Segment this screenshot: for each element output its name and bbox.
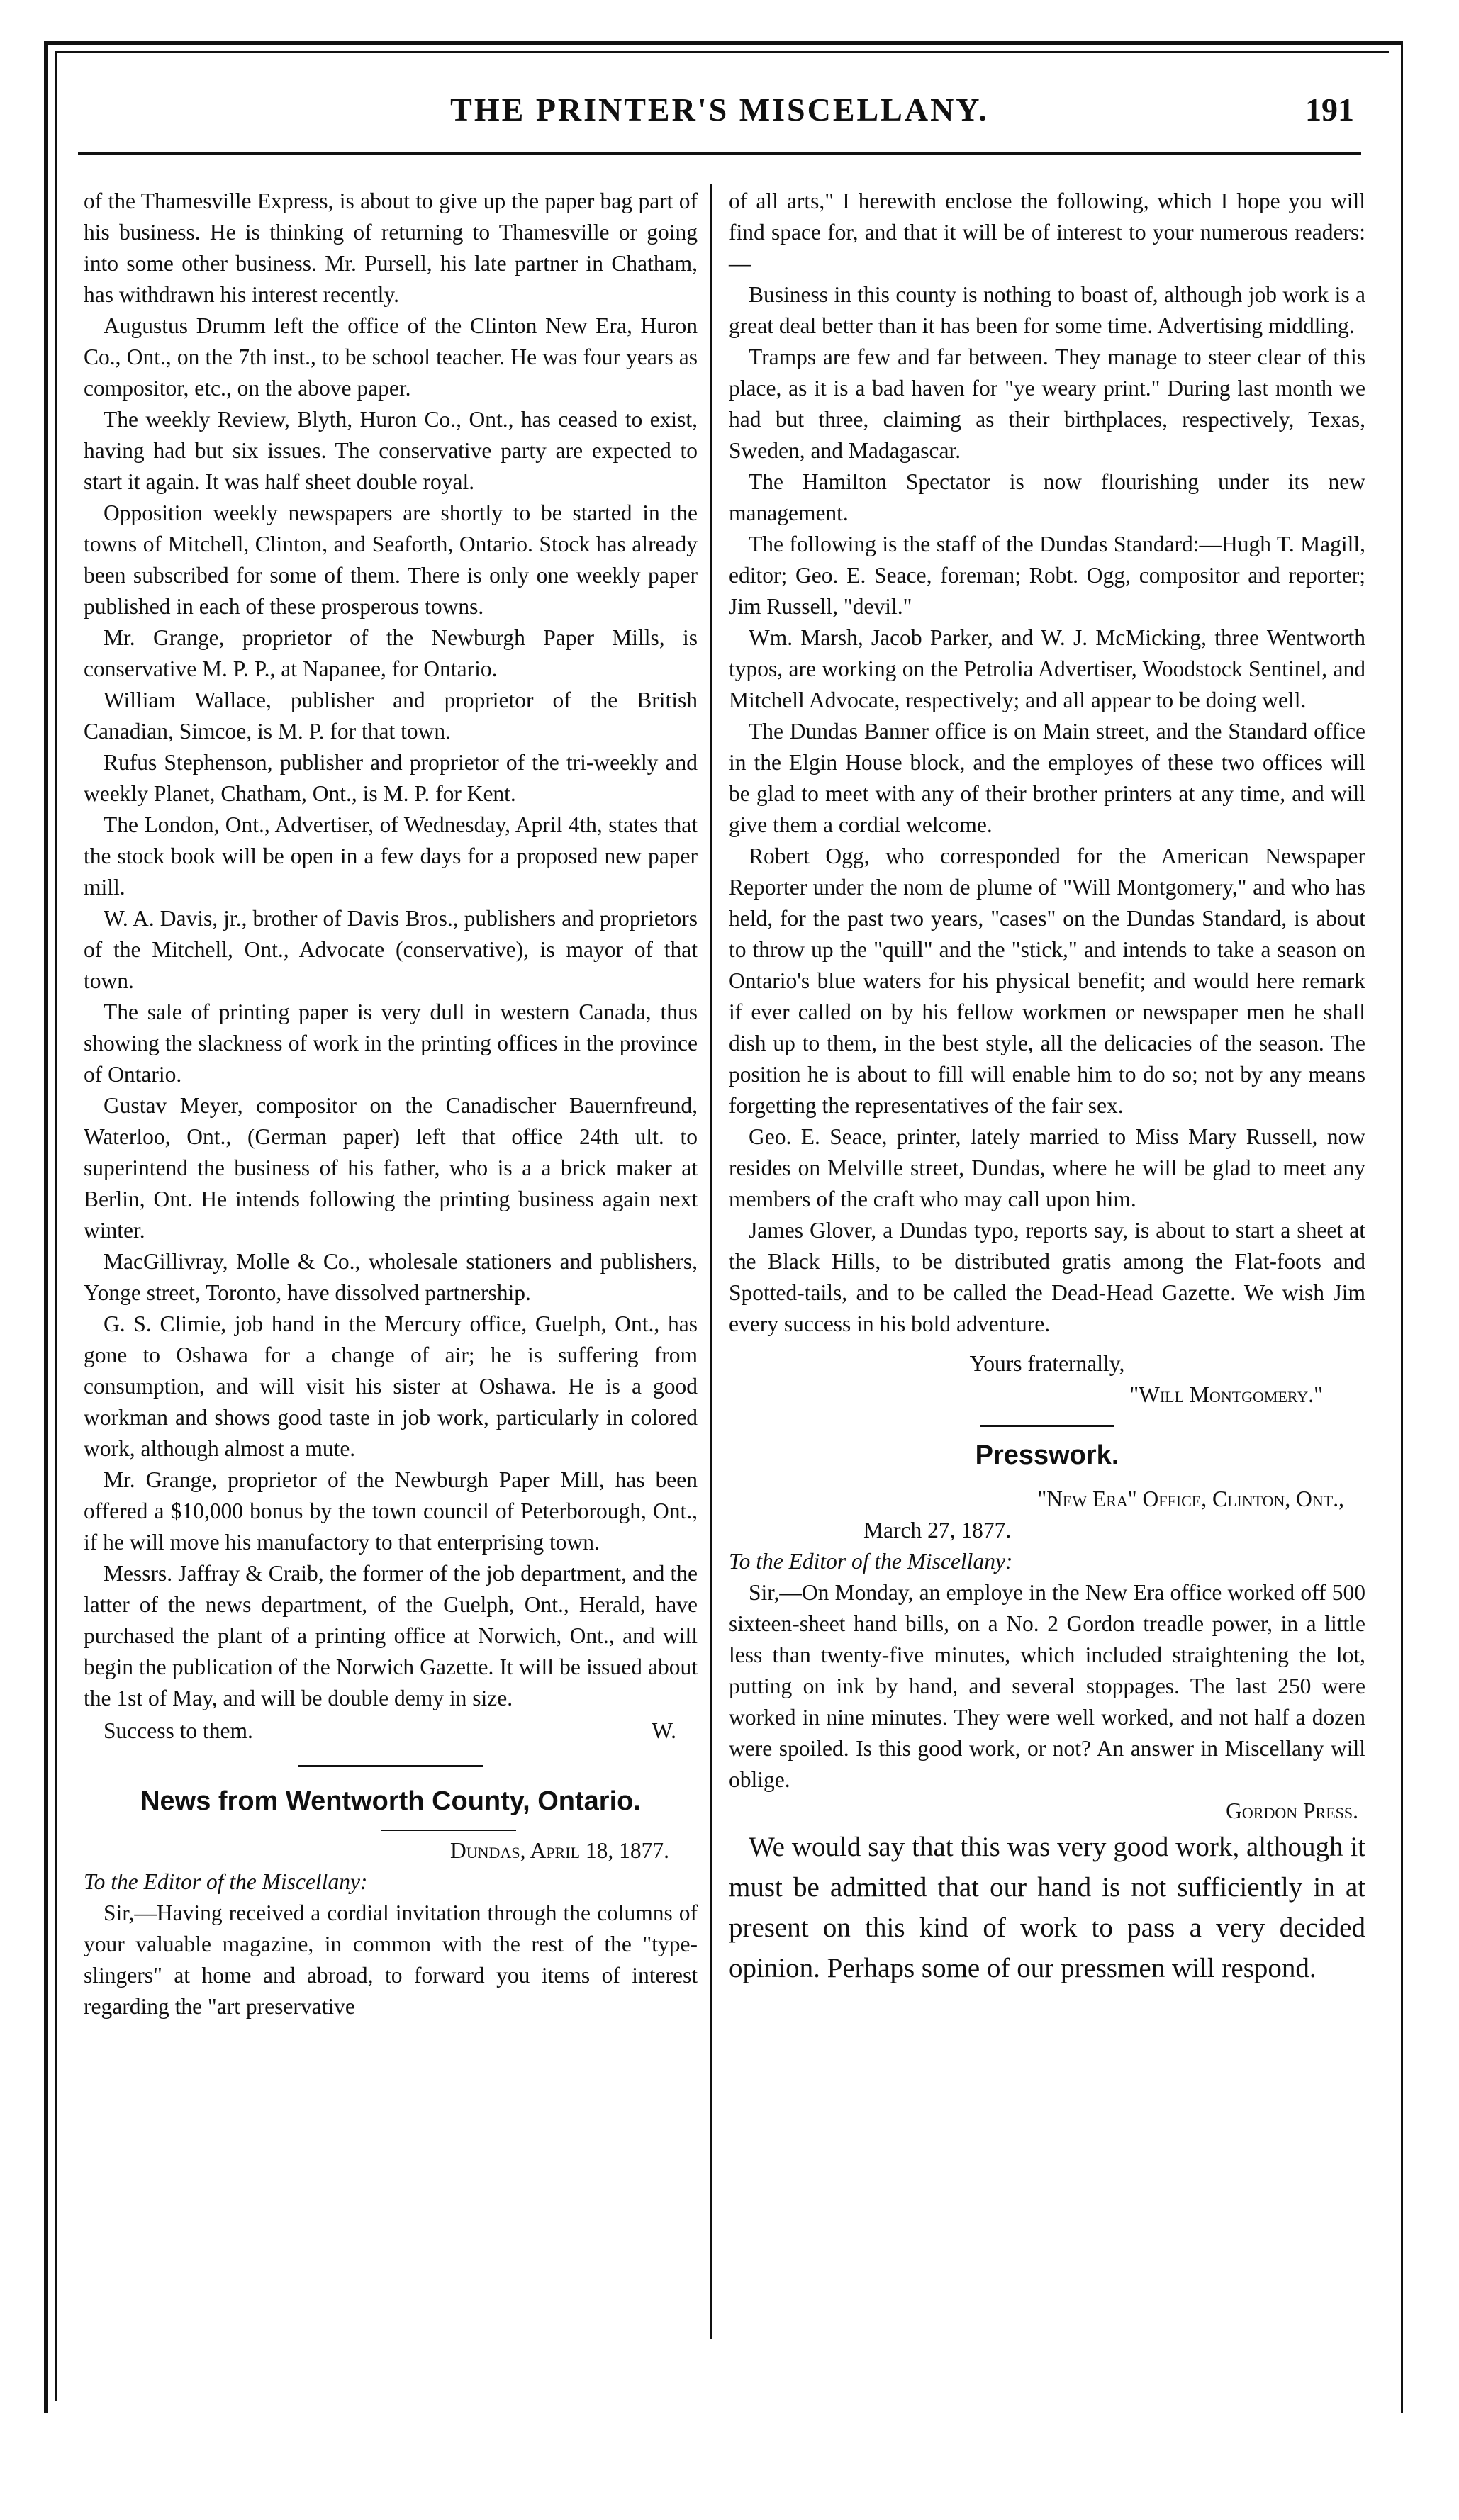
article-paragraph: William Wallace, publisher and proprietor of the British Canadian, Simcoe, is M. P. for that town. [84, 688, 698, 744]
letter-paragraph: Wm. Marsh, Jacob Parker, and W. J. McMicking, three Wentworth typos, are working on the Petrolia Advertiser, Woodstock Sentinel, and Mitchell Advocate, respectively; and all appear to be doing well. [729, 625, 1365, 712]
left-column [84, 186, 698, 2022]
news-dateline: Dundas, April 18, 1877. [450, 1838, 669, 1863]
letter-paragraph: The Hamilton Spectator is now flourishing under its new management. [729, 469, 1365, 525]
letter-paragraph: The Dundas Banner office is on Main street, and the Standard office in the Elgin House block, and the employes of these two offices will be glad to meet with any of their brother printers at any time, and will give them a cordial welcome. [729, 719, 1365, 837]
presswork-signature: Gordon Press. [1226, 1798, 1358, 1823]
page-header [78, 91, 1361, 140]
page-number: 191 [1305, 91, 1354, 128]
article-paragraph: Gustav Meyer, compositor on the Canadischer Bauernfreund, Waterloo, Ont., (German paper) left that office 24th ult. to superintend the business of his father, who is a a brick maker at Berlin, Ont. He intends following the printing business again next winter. [84, 1093, 698, 1243]
column-rule [710, 184, 712, 2339]
salutation-text: To the Editor of the Miscellany: [84, 1869, 368, 1894]
presswork-date: March 27, 1877. [863, 1518, 1012, 1542]
section-divider [298, 1765, 483, 1767]
article-end-line [84, 1715, 698, 1747]
article-paragraph: The London, Ont., Advertiser, of Wednesday, April 4th, states that the stock book will be open in a few days for a proposed new paper mill. [84, 812, 698, 900]
closing-line: Success to them. [104, 1718, 253, 1743]
article-paragraph: The weekly Review, Blyth, Huron Co., Ont., has ceased to exist, having had but six issues. The conservative party are expected to start it again. It was half sheet double royal. [84, 407, 698, 494]
article-paragraph: G. S. Climie, job hand in the Mercury office, Guelph, Ont., has gone to Oshawa for a change of air; he is suffering from consumption, and will visit his sister at Oshawa. He is a good workman and shows good taste in job work, particularly in colored work, although almost a mute. [84, 1311, 698, 1461]
right-column [729, 186, 1365, 1988]
article-paragraph: Rufus Stephenson, publisher and proprietor of the tri-weekly and weekly Planet, Chatham, Ont., is M. P. for Kent. [84, 750, 698, 806]
running-title: THE PRINTER'S MISCELLANY. [450, 91, 989, 128]
presswork-dateline: "New Era" Office, Clinton, Ont., [1037, 1486, 1344, 1511]
salutation-text: To the Editor of the Miscellany: [729, 1549, 1013, 1574]
letter-paragraph: James Glover, a Dundas typo, reports say, is about to start a sheet at the Black Hills, to be distributed gratis among the Flat-foots and Spotted-tails, and to be called the Dead-Head Gazette. We wish Jim every success in his bold adventure. [729, 1218, 1365, 1336]
editorial-note: We would say that this was very good work, although it must be admitted that our hand is not sufficiently in at present on this kind of work to pass a very decided opinion. Perhaps some of our pressmen will respond. [729, 1832, 1365, 1983]
author-initial: W. [652, 1718, 676, 1743]
letter-paragraph: of all arts," I herewith enclose the following, which I hope you will find space for, and that it will be of interest to your numerous readers:— [729, 189, 1365, 276]
header-rule [78, 152, 1361, 155]
dateline-rule [381, 1830, 516, 1831]
letter-paragraph: Tramps are few and far between. They manage to steer clear of this place, as it is a bad haven for "ye weary print." During last month we had but three, claiming as their birthplaces, respectively, Texas, Sweden, and Madagascar. [729, 345, 1365, 463]
article-paragraph: Opposition weekly newspapers are shortly to be started in the towns of Mitchell, Clinton, and Seaforth, Ontario. Stock has already been subscribed for some of them. There is only one weekly paper published in each of these prosperous towns. [84, 500, 698, 619]
news-heading: News from Wentworth County, Ontario. [140, 1786, 641, 1816]
article-paragraph: Mr. Grange, proprietor of the Newburgh Paper Mills, is conservative M. P. P., at Napanee, for Ontario. [84, 625, 698, 681]
letter-paragraph: Robert Ogg, who corresponded for the American Newspaper Reporter under the nom de plume of "Will Montgomery," and who has held, for the past two years, "cases" on the Dundas Standard, is about to throw up the "quill" and the "stick," and intends to take a season on Ontario's blue waters for his physical benefit; and would here remark if ever called on by his fellow workmen or newspaper men he shall dish up to them, in the best style, all the delicacies of the season. The position he is about to fill will enable him to do so; not by any means forgetting the representatives of the fair sex. [729, 844, 1365, 1118]
letter-signature: "Will Montgomery." [1129, 1382, 1323, 1407]
letter-paragraph: The following is the staff of the Dundas Standard:—Hugh T. Magill, editor; Geo. E. Seace, foreman; Robt. Ogg, compositor and reporter; Jim Russell, "devil." [729, 532, 1365, 619]
presswork-salutation [729, 1546, 1365, 1577]
presswork-letter: Sir,—On Monday, an employe in the New Era office worked off 500 sixteen-sheet hand bills, on a No. 2 Gordon treadle power, in a little less than twenty-five minutes, which included straightening the lot, putting on ink by hand, and several stoppages. The last 250 were worked in nine minutes. They were well worked, and not half a dozen were spoiled. Is this good work, or not? An answer in Miscellany will oblige. [729, 1580, 1365, 1792]
article-paragraph: MacGillivray, Molle & Co., wholesale stationers and publishers, Yonge street, Toronto, have dissolved partnership. [84, 1249, 698, 1305]
article-paragraph: Messrs. Jaffray & Craib, the former of the job department, and the latter of the news department, of the Guelph, Ont., Herald, have purchased the plant of a printing office at Norwich, Ont., and will begin the publication of the Norwich Gazette. It will be issued about the 1st of May, and will be double demy in size. [84, 1561, 698, 1710]
letter-closing: Yours fraternally, [969, 1351, 1125, 1376]
letter-paragraph: Geo. E. Seace, printer, lately married to Miss Mary Russell, now resides on Melville street, Dundas, where he will be glad to meet any members of the craft who may call upon him. [729, 1124, 1365, 1211]
article-paragraph: Augustus Drumm left the office of the Clinton New Era, Huron Co., Ont., on the 7th inst., to be school teacher. He was four years as compositor, etc., on the above paper. [84, 313, 698, 401]
letter-paragraph: Business in this county is nothing to boast of, although job work is a great deal better than it has been for some time. Advertising middling. [729, 282, 1365, 338]
article-paragraph: of the Thamesville Express, is about to give up the paper bag part of his business. He is thinking of returning to Thamesville or going into some other business. Mr. Pursell, his late partner in Chatham, has withdrawn his interest recently. [84, 189, 698, 307]
news-salutation [84, 1866, 698, 1898]
article-paragraph: W. A. Davis, jr., brother of Davis Bros., publishers and proprietors of the Mitchell, Ont., Advocate (conservative), is mayor of that town. [84, 906, 698, 993]
presswork-heading: Presswork. [975, 1440, 1119, 1470]
article-paragraph: The sale of printing paper is very dull in western Canada, thus showing the slackness of work in the printing offices in the province of Ontario. [84, 999, 698, 1087]
section-divider [980, 1425, 1114, 1427]
news-letter-start: Sir,—Having received a cordial invitation through the columns of your valuable magazine, in common with the rest of the "type-slingers" at home and abroad, to forward you items of interest regarding the "art preservative [84, 1900, 698, 2019]
article-paragraph: Mr. Grange, proprietor of the Newburgh Paper Mill, has been offered a $10,000 bonus by the town council of Peterborough, Ont., if he will move his manufactory to that enterprising town. [84, 1467, 698, 1555]
